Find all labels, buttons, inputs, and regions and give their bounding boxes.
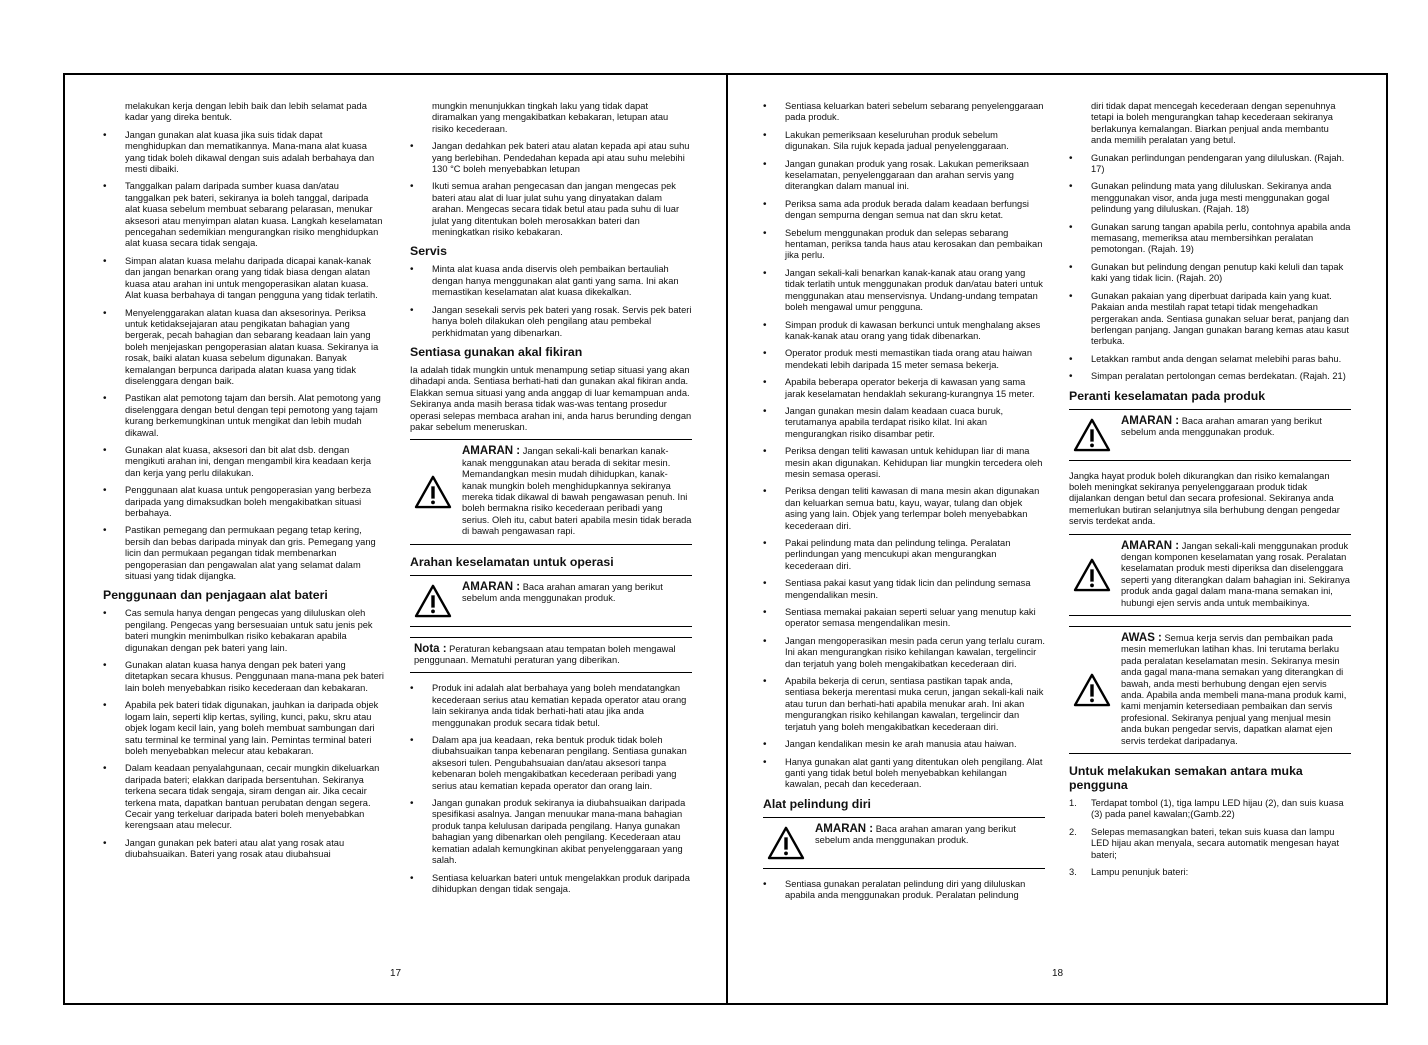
step-number: 2. <box>1069 826 1077 837</box>
warning-box <box>1069 534 1351 616</box>
page-number: 17 <box>390 968 402 979</box>
bullet-list <box>410 683 692 895</box>
warning-icon <box>414 584 452 618</box>
list-item: • Apabila pek bateri tidak digunakan, jauhkan ia daripada objek logam lain, seperti klip kertas, syiling, kunci, paku, skru atau objek logam kecil lain, yang boleh membuat sambungan dari satu terminal ke terminal yang lain. Pemintas terminal bateri boleh menyebabkan melecur atau kebakaran. <box>103 700 385 757</box>
section-heading: Penggunaan dan penjagaan alat bateri <box>103 588 328 603</box>
list-item: • Sentiasa memakai pakaian seperti seluar yang menutup kaki operator semasa mengendalikan mesin. <box>763 607 1045 630</box>
list-item: • Sentiasa gunakan peralatan pelindung diri yang diluluskan apabila anda menggunakan produk. Peralatan pelindung <box>763 879 1045 902</box>
paragraph: Jangka hayat produk boleh dikurangkan dan risiko kemalangan boleh meningkat sekiranya penyelenggaraan produk tidak dijalankan dengan betul dan secara profesional. Sekiranya anda memerlukan butiran selanjutnya sila berhubung dengan pengedar servis terdekat anda. <box>1069 470 1340 527</box>
list-item: • Gunakan but pelindung dengan penutup kaki keluli dan tapak kaki yang tidak licin. (Rajah. 20) <box>1069 262 1351 285</box>
warning-icon <box>1073 673 1111 707</box>
warning-text: Baca arahan amaran yang berikut sebelum anda menggunakan produk. <box>815 823 1016 846</box>
list-item: • Pakai pelindung mata dan pelindung telinga. Peralatan perlindungan yang mencukupi akan mengurangkan kecederaan diri. <box>763 538 1045 572</box>
list-item: • Jangan gunakan mesin dalam keadaan cuaca buruk, terutamanya apabila terdapat risiko kilat. Ini akan mengurangkan risiko disambar petir. <box>763 406 1045 440</box>
warning-icon <box>1073 418 1111 452</box>
warning-icon <box>1073 558 1111 592</box>
list-item: • Gunakan pelindung mata yang diluluskan. Sekiranya anda menggunakan visor, anda juga mesti menggunakan gogal pelindung yang diluluskan. (Rajah. 18) <box>1069 181 1351 215</box>
section-heading: Arahan keselamatan untuk operasi <box>410 554 614 569</box>
list-item: • Jangan gunakan produk sekiranya ia diubahsuaikan daripada spesifikasi asalnya. Jangan menuukar mana-mana bahagian produk tanpa kelulusan daripada pengilang. Hanya gunakan bahagian yang dibenarkan oleh pengilang. Kecederaan atau kematian adalah kemungkinan akibat penyelenggaraan yang salah. <box>410 798 692 866</box>
step-number: 3. <box>1069 867 1077 878</box>
note-label: Nota : <box>414 642 447 655</box>
bullet-list <box>763 879 1045 902</box>
numbered-list <box>1069 798 1351 878</box>
list-item: • Operator produk mesti memastikan tiada orang atau haiwan mendekati lebih daripada 15 meter semasa bekerja. <box>763 348 1045 371</box>
warning-text: Baca arahan amaran yang berikut sebelum anda menggunakan produk. <box>462 581 663 603</box>
caution-label: AWAS : <box>1121 632 1162 644</box>
list-item: • Sentiasa pakai kasut yang tidak licin dan pelindung semasa mengendalikan mesin. <box>763 578 1045 601</box>
page-divider <box>726 75 728 1003</box>
page17-column-right <box>410 101 692 901</box>
warning-box <box>410 575 692 627</box>
bullet-list <box>410 101 692 238</box>
list-item: • Menyelenggarakan alatan kuasa dan aksesorinya. Periksa untuk ketidaksejajaran atau pengikatan bahagian yang bergerak, pecah bahagian dan sebarang keadaan lain yang boleh menjejaskan pengoperasian alatan kuasa. Sekiranya ia rosak, baiki alatan kuasa sebelum digunakan. Banyak kemalangan berpunca daripada alatan kuasa yang tidak diselenggara dengan baik. <box>103 308 385 388</box>
warning-box <box>763 817 1045 869</box>
list-item: • Tanggalkan palam daripada sumber kuasa dan/atau tanggalkan pek bateri, sekiranya ia boleh tanggal, daripada alat kuasa sebelum membuat sebarang pelarasan, menukar aksesori atau menyimpan alatan kuasa. Langkah keselamatan pencegahan sedemikian mengurangkan risiko menghidupkan alat kuasa secara tidak sengaja. <box>103 181 385 249</box>
list-item: diri tidak dapat mencegah kecederaan dengan sepenuhnya tetapi ia boleh mengurangkan tahap kecederaan sekiranya berlakunya kemalangan. Biarkan penjual anda membantu anda memilih peralatan yang betul. <box>1091 101 1336 146</box>
page18-column-left <box>763 101 1045 908</box>
list-item: • Pastikan alat pemotong tajam dan bersih. Alat pemotong yang diselenggara dengan betul dengan tepi pemotong yang tajam kurang berkemungkinan untuk mengikat dan lebih mudah dikawal. <box>103 393 385 439</box>
list-item: • Gunakan pakaian yang diperbuat daripada kain yang kuat. Pakaian anda mestilah rapat tetapi tidak mengehadkan pergerakan anda. Sentiasa gunakan seluar berat, panjang dan berlengan panjang. Jangan gunakan barang kemas atau kasut terbuka. <box>1069 291 1351 348</box>
list-item: • Pastikan pemegang dan permukaan pegang tetap kering, bersih dan bebas daripada minyak dan gris. Pemegang yang licin dan permukaan pegangan tidak membenarkan pengoperasian dan pengawalan alat yang selamat dalam situasi yang tidak dijangka. <box>103 525 385 582</box>
warning-text: Jangan sekali-kali benarkan kanak-kanak menggunakan atau berada di sekitar mesin. Memandangkan mesin mudah dihidupkan, kanak-kanak mungkin boleh menghidupkannya sekiranya mereka tidak dikawal di bawah pengawasan penuh. Ini boleh bermakna risiko kecederaan peribadi yang serius. Oleh itu, cabut bateri apabila mesin tidak berada di bawah pengawasan rapi. <box>462 446 692 537</box>
warning-box <box>410 439 692 544</box>
list-item: • Simpan peralatan pertolongan cemas berdekatan. (Rajah. 21) <box>1069 371 1351 382</box>
list-item: melakukan kerja dengan lebih baik dan lebih selamat pada kadar yang direka bentuk. <box>125 101 367 123</box>
bullet-list <box>103 608 385 860</box>
warning-label: AMARAN : <box>1121 414 1180 427</box>
warning-label: AMARAN : <box>1121 539 1180 552</box>
list-item <box>1069 827 1351 861</box>
note-box <box>410 637 692 674</box>
list-item: • Cas semula hanya dengan pengecas yang diluluskan oleh pengilang. Pengecas yang bersesuaian untuk satu jenis pek bateri mungkin menimbulkan risiko kebakaran apabila digunakan dengan pek bateri yang lain. <box>103 608 385 654</box>
warning-box <box>1069 409 1351 461</box>
list-item: • Minta alat kuasa anda diservis oleh pembaikan bertauliah dengan hanya menggunakan alat ganti yang sama. Ini akan memastikan keselamatan alat kuasa dikekalkan. <box>410 264 692 298</box>
paragraph: Ia adalah tidak mungkin untuk menampung setiap situasi yang akan dihadapi anda. Sentiasa berhati-hati dan gunakan akal fikiran anda. Elakkan semua situasi yang anda anggap di luar kemampuan anda. Sekiranya anda masih berasa tidak was-was tentang prosedur operasi selepas membaca arahan ini, anda harus berunding dengan pakar sebelum meneruskan. <box>410 364 692 432</box>
page18-column-right <box>1069 101 1351 885</box>
section-heading: Servis <box>410 244 447 259</box>
list-item: • Jangan sesekali servis pek bateri yang rosak. Servis pek bateri hanya boleh dilakukan oleh pengilang atau pembekal perkhidmatan yang dibenarkan. <box>410 305 692 339</box>
step-text: Terdapat tombol (1), tiga lampu LED hijau (2), dan suis kuasa (3) pada panel kawalan;(Gamb.22) <box>1091 798 1344 820</box>
section-heading: Alat pelindung diri <box>763 796 871 811</box>
list-item: • Periksa sama ada produk berada dalam keadaan berfungsi dengan sempurna dengan semua nat dan skru ketat. <box>763 199 1045 222</box>
list-item: • Ikuti semua arahan pengecasan dan jangan mengecas pek bateri atau alat di luar julat suhu yang dinyatakan dalam arahan. Mengecas secara tidak betul atau pada suhu di luar julat yang ditentukan boleh merosakkan bateri dan meningkatkan risiko kebakaran. <box>410 181 692 238</box>
list-item: • Jangan dedahkan pek bateri atau alatan kepada api atau suhu yang berlebihan. Pendedahan kepada api atau suhu melebihi 130 °C boleh menyebabkan letupan <box>410 141 692 175</box>
list-item: • Lakukan pemeriksaan keseluruhan produk sebelum digunakan. Sila rujuk kepada jadual penyelenggaraan. <box>763 130 1045 153</box>
list-item: • Jangan gunakan alat kuasa jika suis tidak dapat menghidupkan dan mematikannya. Mana-mana alat kuasa yang tidak boleh dikawal dengan suis adalah berbahaya dan mesti dibaiki. <box>103 130 385 176</box>
page-number: 18 <box>1052 968 1064 979</box>
list-item: • Jangan gunakan pek bateri atau alat yang rosak atau diubahsuaikan. Bateri yang rosak atau diubahsuai <box>103 838 385 861</box>
warning-label: AMARAN : <box>815 822 874 835</box>
section-heading: Sentiasa gunakan akal fikiran <box>410 344 583 359</box>
list-item: • Dalam keadaan penyalahgunaan, cecair mungkin dikeluarkan daripada bateri; elakkan daripada bersentuhan. Sekiranya terkena secara tidak sengaja, siram dengan air. Jika cecair terkena mata, dapatkan bantuan perubatan dengan segera. Cecair yang terkeluar daripada bateri boleh menyebabkan kerengsaan atau melecur. <box>103 763 385 831</box>
list-item: • Gunakan perlindungan pendengaran yang diluluskan. (Rajah. 17) <box>1069 153 1351 176</box>
warning-label: AMARAN : <box>462 580 521 593</box>
caution-text: Semua kerja servis dan pembaikan pada mesin memerlukan latihan khas. Ini terutama berlaku pada peralatan keselamatan mesin. Sekiranya mesin anda gagal mana-mana semakan yang diterangkan di bawah, anda mesti berhubung dengan ejen servis anda. Apabila anda membeli mana-mana produk kami, kami menjamin ketersediaan pembaikan dan servis profesional. Sekiranya penjual yang menjual mesin anda bukan pengedar servis, dapatkan alamat ejen servis terdekat daripadanya. <box>1121 633 1347 746</box>
warning-label: AMARAN : <box>462 445 521 458</box>
step-number: 1. <box>1069 798 1077 809</box>
bullet-list <box>103 101 385 582</box>
bullet-list <box>763 101 1045 791</box>
list-item: mungkin menunjukkan tingkah laku yang tidak dapat diramalkan yang mengakibatkan kebakaran, letupan atau risiko kecederaan. <box>432 101 669 134</box>
warning-text: Jangan sekali-kali menggunakan produk dengan komponen keselamatan yang rosak. Peralatan keselamatan produk mesti diperiksa dan diselenggara seperti yang diterangkan dalam bahagian ini. Sekiranya produk anda gagal dalam mana-mana semakan ini, hubungi ejen servis anda untuk membaikinya. <box>1121 540 1350 608</box>
warning-icon <box>414 475 452 509</box>
list-item: • Hanya gunakan alat ganti yang ditentukan oleh pengilang. Alat ganti yang tidak betul boleh menyebabkan kehilangan kawalan, pecah dan kecederaan. <box>763 757 1045 791</box>
list-item: • Sentiasa keluarkan bateri sebelum sebarang penyelenggaraan pada produk. <box>763 101 1045 124</box>
list-item: • Periksa dengan teliti kawasan di mana mesin akan digunakan dan keluarkan semua batu, kayu, wayar, tulang dan objek asing yang lain. Objek yang terlempar boleh menyebabkan kecederaan diri. <box>763 486 1045 532</box>
list-item: • Apabila bekerja di cerun, sentiasa pastikan tapak anda, sentiasa bekerja merentasi muka cerun, jangan sekali-kali naik atau turun dan berhati-hati apabila menukar arah. Ini akan mengurangkan risiko kehilangan kawalan, tergelincir dan terjatuh yang boleh mengakibatkan kecederaan diri. <box>763 676 1045 733</box>
list-item: • Letakkan rambut anda dengan selamat melebihi paras bahu. <box>1069 354 1351 365</box>
section-heading: Untuk melakukan semakan antara muka pengguna <box>1069 764 1303 793</box>
list-item: • Dalam apa jua keadaan, reka bentuk produk tidak boleh diubahsuaikan tanpa kebenaran pengilang. Sentiasa gunakan aksesori tulen. Pengubahsuaian dan/atau aksesori tanpa kebenaran boleh mengakibatkan kecederaan peribadi yang serius atau kematian kepada operator dan orang lain. <box>410 735 692 792</box>
list-item: • Gunakan sarung tangan apabila perlu, contohnya apabila anda memasang, memeriksa atau membersihkan peralatan pemotongan. (Rajah. 19) <box>1069 222 1351 256</box>
list-item: • Sentiasa keluarkan bateri untuk mengelakkan produk daripada dihidupkan dengan tidak sengaja. <box>410 873 692 896</box>
list-item: • Simpan produk di kawasan berkunci untuk menghalang akses kanak-kanak atau orang yang tidak dibenarkan. <box>763 320 1045 343</box>
list-item: • Periksa dengan teliti kawasan untuk kehidupan liar di mana mesin akan digunakan. Kehidupan liar mungkin tercedera oleh mesin semasa operasi. <box>763 446 1045 480</box>
step-text: Selepas memasangkan bateri, tekan suis kuasa dan lampu LED hijau akan menyala, secara automatik mengesan hayat bateri; <box>1091 826 1340 860</box>
list-item: • Jangan sekali-kali benarkan kanak-kanak atau orang yang tidak terlatih untuk menggunakan produk dan/atau bateri untuk menggunakan atau menservisnya. Undang-undang tempatan boleh mengawal umur pengguna. <box>763 268 1045 314</box>
list-item <box>1069 867 1351 878</box>
page17-column-left <box>103 101 385 867</box>
list-item: • Simpan alatan kuasa melahu daripada dicapai kanak-kanak dan jangan benarkan orang yang tidak biasa dengan alatan kuasa atau arahan ini untuk mengoperasikan alatan kuasa. Alat kuasa berbahaya di tangan pengguna yang tidak terlatih. <box>103 256 385 302</box>
bullet-list <box>1069 101 1351 383</box>
list-item: • Jangan kendalikan mesin ke arah manusia atau haiwan. <box>763 739 1045 750</box>
list-item <box>1069 798 1351 821</box>
list-item: • Produk ini adalah alat berbahaya yang boleh mendatangkan kecederaan serius atau kematian kepada operator atau orang lain sekiranya anda tidak berhati-hati atau jika anda menggunakan produk secara tidak betul. <box>410 683 692 729</box>
section-heading: Peranti keselamatan pada produk <box>1069 388 1266 403</box>
note-text: Peraturan kebangsaan atau tempatan boleh mengawal penggunaan. Mematuhi peraturan yang diberikan. <box>414 643 676 665</box>
list-item: • Jangan gunakan produk yang rosak. Lakukan pemeriksaan keselamatan, penyelenggaraan dan arahan servis yang diterangkan dalam manual ini. <box>763 159 1045 193</box>
warning-text: Baca arahan amaran yang berikut sebelum anda menggunakan produk. <box>1121 415 1322 437</box>
warning-icon <box>767 826 805 860</box>
bullet-list <box>410 264 692 338</box>
list-item: • Gunakan alatan kuasa hanya dengan pek bateri yang ditetapkan secara khusus. Penggunaan mana-mana pek bateri lain boleh menyebabkan risiko kecederaan dan kebakaran. <box>103 660 385 694</box>
list-item: • Gunakan alat kuasa, aksesori dan bit alat dsb. dengan mengikuti arahan ini, dengan mengambil kira keadaan kerja dan kerja yang perlu dilakukan. <box>103 445 385 479</box>
document-spread <box>63 73 1388 1005</box>
caution-box <box>1069 626 1351 754</box>
list-item: • Penggunaan alat kuasa untuk pengoperasian yang berbeza daripada yang dimaksudkan boleh mengakibatkan situasi berbahaya. <box>103 485 385 519</box>
step-text: Lampu penunjuk bateri: <box>1091 867 1189 878</box>
list-item: • Apabila beberapa operator bekerja di kawasan yang sama jarak keselamatan hendaklah sekurang-kurangnya 15 meter. <box>763 377 1045 400</box>
list-item: • Sebelum menggunakan produk dan selepas sebarang hentaman, periksa tanda haus atau kerosakan dan pembaikan jika perlu. <box>763 228 1045 262</box>
list-item: • Jangan mengoperasikan mesin pada cerun yang terlalu curam. Ini akan mengurangkan risiko kehilangan kawalan, tergelincir dan terjatuh yang boleh mengakibatkan kecederaan diri. <box>763 636 1045 670</box>
